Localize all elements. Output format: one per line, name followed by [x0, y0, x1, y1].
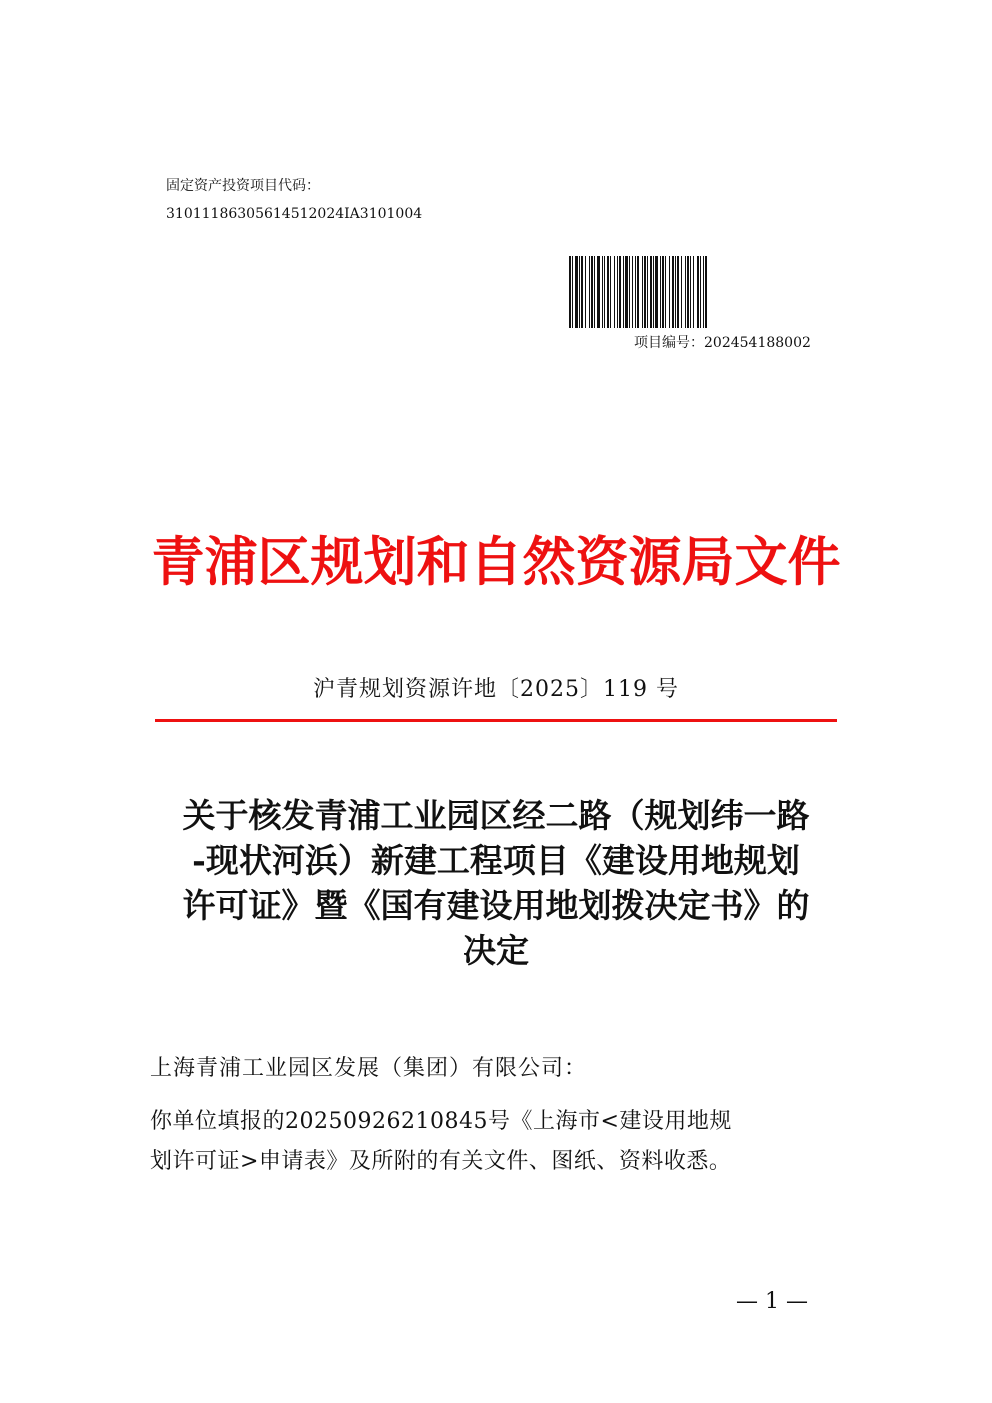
title-line: -现状河浜）新建工程项目《建设用地规划: [192, 841, 800, 880]
barcode-image: [569, 256, 827, 328]
body-paragraph: [150, 1102, 842, 1182]
body-line: 划许可证>申请表》及所附的有关文件、图纸、资料收悉。: [150, 1149, 732, 1174]
document-number: 沪青规划资源许地〔2025〕119 号: [313, 677, 679, 702]
addressee: 上海青浦工业园区发展（集团）有限公司：: [150, 1056, 588, 1081]
title-line: 关于核发青浦工业园区经二路（规划纬一路: [182, 796, 810, 835]
issuing-authority-header: 青浦区规划和自然资源局文件: [151, 532, 841, 593]
page-number: — 1 —: [736, 1289, 808, 1314]
fixed-asset-code-label: 固定资产投资项目代码：: [166, 178, 320, 194]
title-line: 决定: [463, 931, 529, 970]
fixed-asset-code-value: 31011186305614512024IA3101004: [166, 206, 423, 222]
red-divider-line: [155, 719, 837, 722]
document-title: [150, 793, 842, 973]
project-number: 项目编号：202454188002: [634, 335, 811, 351]
body-line: 你单位填报的20250926210845号《上海市<建设用地规: [150, 1109, 732, 1134]
title-line: 许可证》暨《国有建设用地划拨决定书》的: [182, 886, 810, 925]
